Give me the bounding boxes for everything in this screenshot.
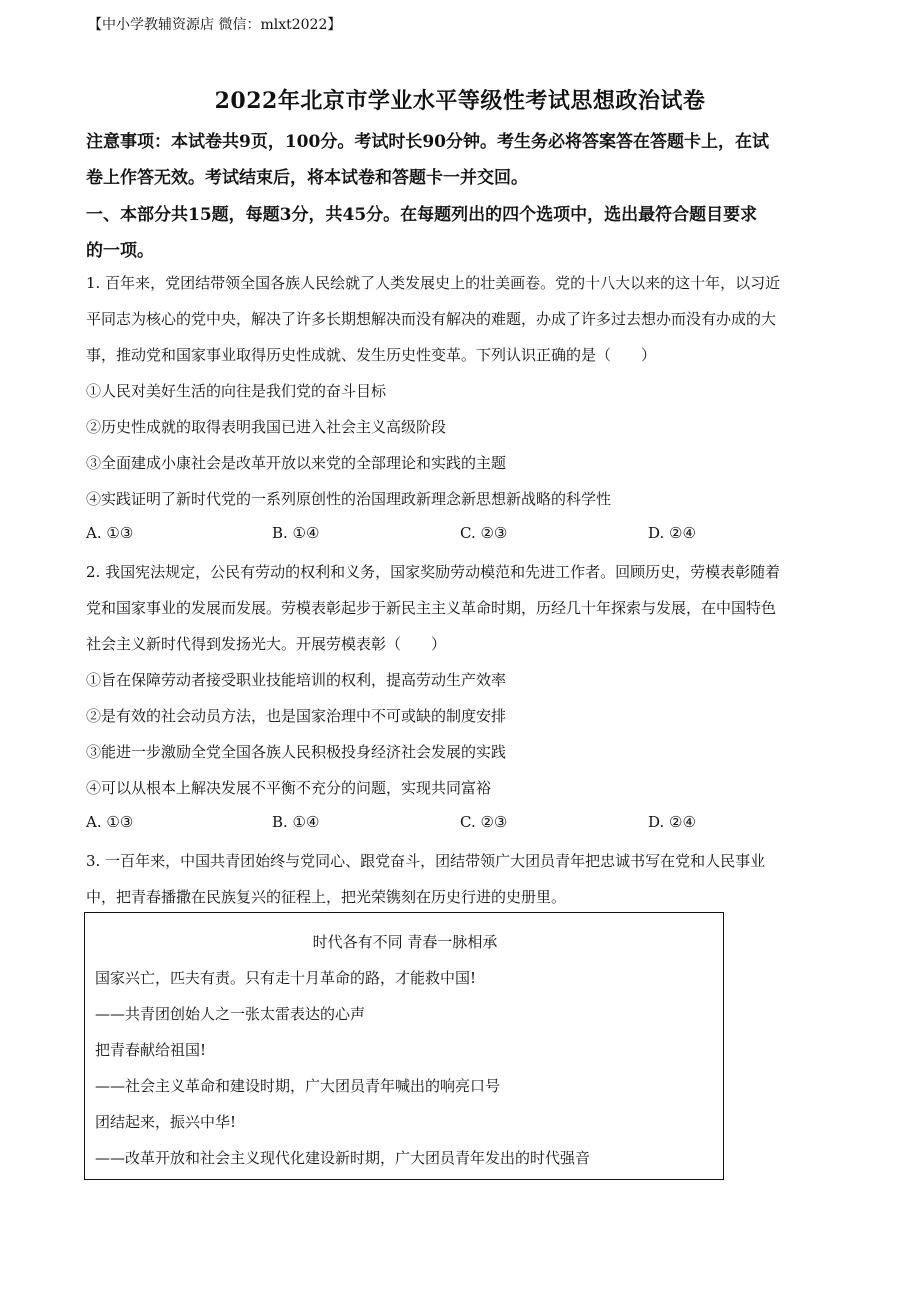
material-line: 国家兴亡，匹夫有责。只有走十月革命的路，才能救中国!: [95, 969, 477, 987]
question-1-stem: 平同志为核心的党中央，解决了许多长期想解决而没有解决的难题，办成了许多过去想办而没有办成的大: [86, 310, 777, 328]
question-1-option-d: D. ②④: [648, 524, 696, 542]
question-1-statement: ④实践证明了新时代党的一系列原创性的治国理政新理念新思想新战略的科学性: [86, 490, 612, 508]
question-2-stem: 社会主义新时代得到发扬光大。开展劳模表彰（ ）: [86, 635, 447, 653]
question-2-statement: ①旨在保障劳动者接受职业技能培训的权利，提高劳动生产效率: [86, 671, 507, 689]
material-line: 团结起来，振兴中华!: [95, 1113, 237, 1131]
material-line: 把青春献给祖国!: [95, 1041, 207, 1059]
notice-line: 卷上作答无效。考试结束后，将本试卷和答题卡一并交回。: [86, 168, 528, 188]
question-2-option-b: B. ①④: [272, 813, 320, 831]
material-box-title: 时代各有不同 青春一脉相承: [312, 933, 498, 951]
header-note: 【中小学教辅资源店 微信：mlxt2022】: [88, 17, 342, 33]
question-1-option-a: A. ①③: [86, 524, 134, 542]
section-heading: 一、本部分共15题，每题3分，共45分。在每题列出的四个选项中，选出最符合题目要求: [86, 205, 758, 225]
question-2-statement: ②是有效的社会动员方法，也是国家治理中不可或缺的制度安排: [86, 707, 507, 725]
question-2-option-d: D. ②④: [648, 813, 696, 831]
material-line: ——社会主义革命和建设时期，广大团员青年喊出的响亮口号: [95, 1077, 501, 1095]
material-box: [84, 912, 724, 1180]
question-3-stem: 中，把青春播撒在民族复兴的征程上，把光荣镌刻在历史行进的史册里。: [86, 888, 567, 906]
material-line: ——改革开放和社会主义现代化建设新时期，广大团员青年发出的时代强音: [95, 1149, 591, 1167]
section-heading: 的一项。: [86, 241, 154, 261]
question-2-statement: ④可以从根本上解决发展不平衡不充分的问题，实现共同富裕: [86, 779, 492, 797]
question-2-stem: 党和国家事业的发展而发展。劳模表彰起步于新民主主义革命时期，历经几十年探索与发展，在中国特色: [86, 599, 777, 617]
question-1-option-c: C. ②③: [460, 524, 508, 542]
question-1-statement: ③全面建成小康社会是改革开放以来党的全部理论和实践的主题: [86, 454, 507, 472]
question-2-option-a: A. ①③: [86, 813, 134, 831]
question-2-statement: ③能进一步激励全党全国各族人民积极投身经济社会发展的实践: [86, 743, 507, 761]
notice-line: 注意事项：本试卷共9页，100分。考试时长90分钟。考生务必将答案答在答题卡上，在试: [86, 132, 769, 152]
question-1-statement: ②历史性成就的取得表明我国已进入社会主义高级阶段: [86, 418, 447, 436]
page-title: 2022年北京市学业水平等级性考试思想政治试卷: [214, 88, 706, 114]
question-3-stem: 3. 一百年来，中国共青团始终与党同心、跟党奋斗，团结带领广大团员青年把忠诚书写在党和人民事业: [86, 852, 766, 870]
material-line: ——共青团创始人之一张太雷表达的心声: [95, 1005, 366, 1023]
question-1-statement: ①人民对美好生活的向往是我们党的奋斗目标: [86, 382, 387, 400]
question-1-stem: 事，推动党和国家事业取得历史性成就、发生历史性变革。下列认识正确的是（ ）: [86, 346, 657, 364]
question-1-stem: 1. 百年来，党团结带领全国各族人民绘就了人类发展史上的壮美画卷。党的十八大以来的这十年，以习近: [86, 274, 781, 292]
question-1-option-b: B. ①④: [272, 524, 320, 542]
question-2-stem: 2. 我国宪法规定，公民有劳动的权利和义务，国家奖励劳动模范和先进工作者。回顾历史，劳模表彰随着: [86, 563, 781, 581]
question-2-option-c: C. ②③: [460, 813, 508, 831]
